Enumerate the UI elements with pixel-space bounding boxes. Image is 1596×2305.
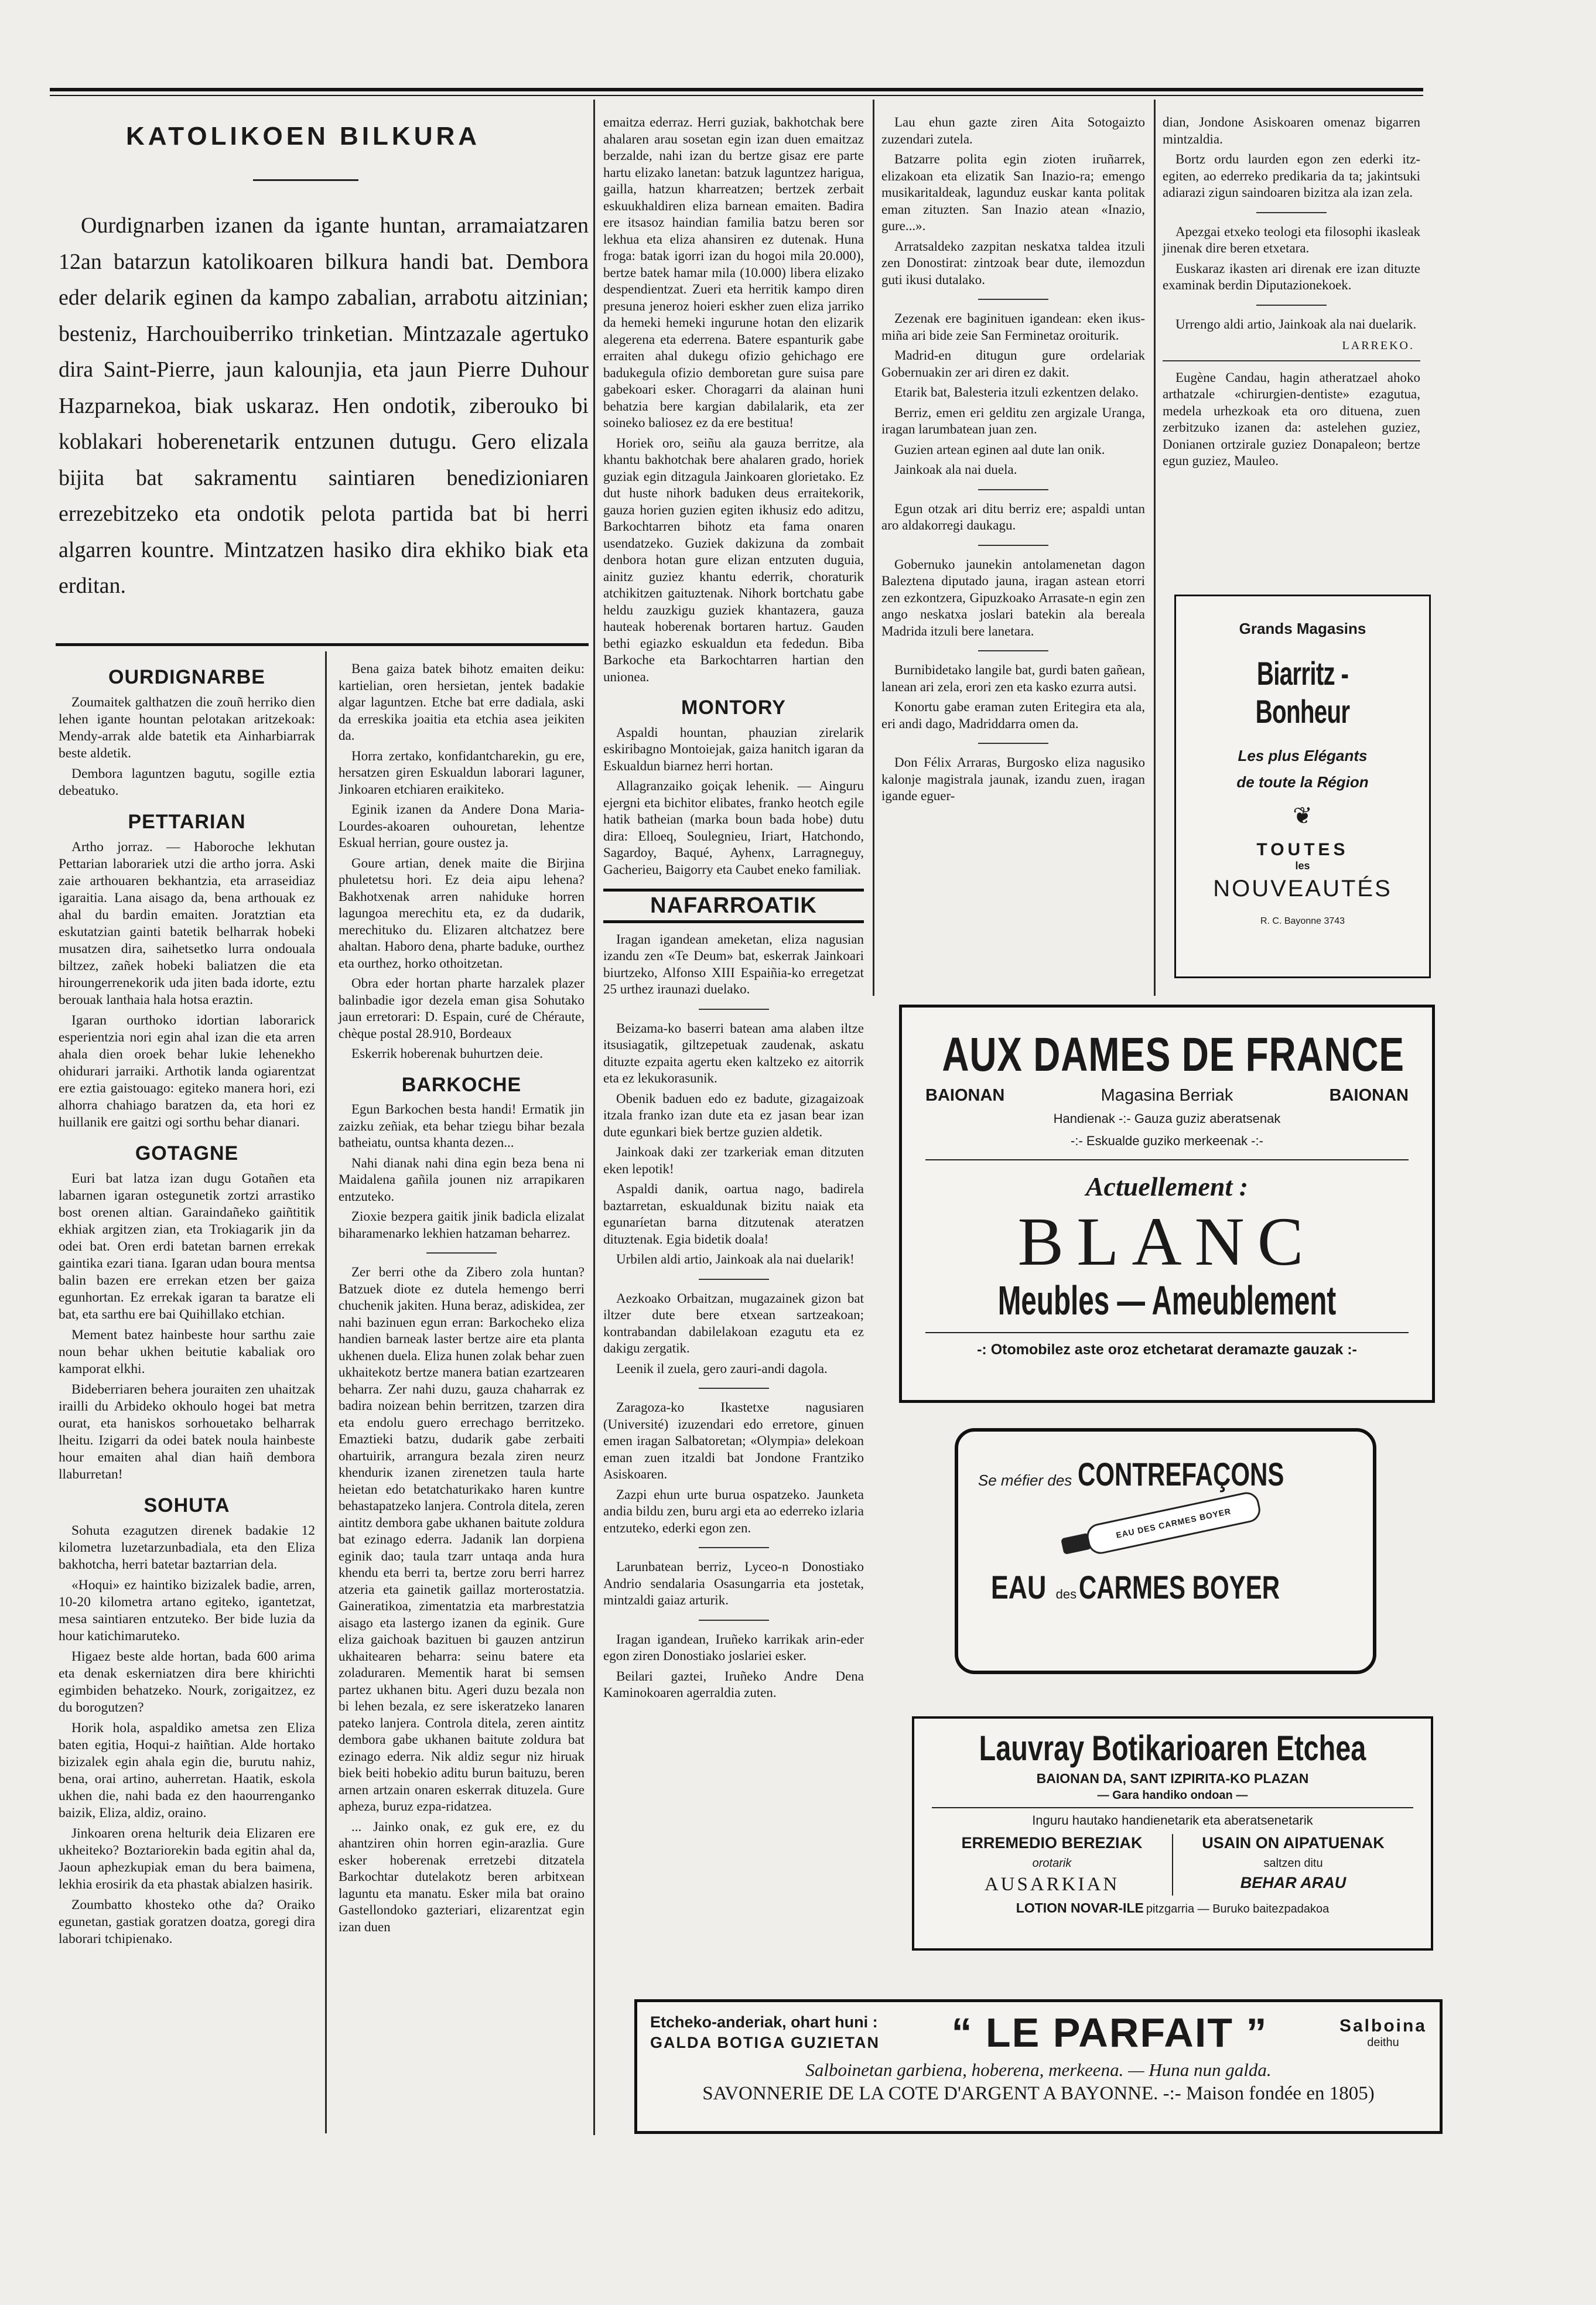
paragraph: Zazpi ehun urte burua ospatzeko. Jaunketa andia bildu zen, buru argi eta ao ederreko izlaria entzuteko, ederki egon zen.	[603, 1487, 864, 1535]
paragraph: Zaragoza-ko Ikastetxe nagusiaren (Université) izuzendari edo erretore, ginuen emen iragan Salbatoretan; «Olympia» delekoan eman zuen itzaldi bat Jondone Frantziko Asiskoaren.	[603, 1400, 864, 1481]
ad-brand: Biarritz - Bonheur	[1255, 655, 1350, 730]
paragraph: Arratsaldeko zazpitan neskatxa taldea itzuli zen Donostirat: zintzoak bear dute, ilemozdun guti ikusi dutalako.	[881, 238, 1145, 287]
separator	[699, 1547, 769, 1548]
separator	[978, 650, 1048, 651]
ad-brand: Lauvray Botikarioaren Etchea	[979, 1729, 1366, 1768]
paragraph: Eginik izanen da Andere Dona Maria-Lourdes-akoaren ouhouretan, lehentze Eskual herrian, goure oustez ja.	[339, 802, 585, 850]
paragraph: Aezkoako Orbaitzan, mugazainek gizon bat iltzer dute bere etxean sartzeakoan; kontrabandan dabilelakoan ezagutu eta ez dakigu zergatik.	[603, 1290, 864, 1355]
paragraph: Batzarre polita egin zioten iruñarrek, elizakoan eta elizatik San Inazio-ra; emengo musikaritaldeak, lagunduz euskar kanta politak eman zituzten. San Inazio atean «Inazio, gure...».	[881, 152, 1145, 233]
column-1	[59, 656, 315, 1951]
paragraph: Sohuta ezagutzen direnek badakie 12 kilometra luzetarzunbadiala, eta den Eliza bakhotcha, herri batetar baztarrian dela.	[59, 1523, 315, 1572]
title-underline	[253, 179, 358, 181]
paragraph: Bortz ordu laurden egon zen ederki itz-egiten, ao ederreko predikaria da ta; jakintsuki adiarazi zigun saindoaren bizitza ala izan zela.	[1163, 152, 1420, 200]
paragraph: Zoumaitek galthatzen die zouñ herriko dien lehen igante hountan pelotakan aritzekoak: Mendy-arrak alde batetik eta Ainharbiarrak beste aldetik.	[59, 695, 315, 761]
column-2	[339, 661, 585, 1939]
paragraph: Zer berri othe da Zibero zola huntan? Batzuek diote ez dutela hemengo berri chuchenik jakiten. Huna beraz, adiskidea, zer nahi bazinuen egun erran: Barkocheko eliza handien barneak laster bertze aire eta planta ukhenen duela. Eliza hunen zolak behar zuen ukhaitekotz bertze manera batian ezartzearen beharra. Zer nahi duzu, gauza chaharrak ez badira noizean behin berritzen, tzarzen dira eta endolu guero errechago berritzeko. Emaztieki batzu, dudarik gabe zerbaiti ohartuirik, arrangura bezala ziren neurz khenduriк izanen zirenetzen taula harte heietan edo betatchaturikako haren kuntre behastapatzeko lanjera. Controla ditela, zeren aintitz dembora gabe ukhanen baitute zoldura bat ezinago ederra. Jadanik lan dorpiena eginik dao; taula tzarr untaqa anda hura khendu eta berri ta, bertze zoru berri harrez atzeria eta gainetik gaillaz morterostatzia. Gaineratikoa, zimentatzia eta marbrestatzia aisago eta lastergo izanen da eginik. Gure eliza gaichoak bazituen bi gauzen antzirun ukhaitearen beharra: seinu batere eta zoladuraren. Mementik harat bi semsen partez ukhanen bitu. Ageri duzu bezala non bi lehen bezala, ez sere iskeratzeko lanaren pateko lanjera. Controla ditela, zeren aintitz dembora gabe ukhanen baitute zoldura bat ezinago ederra. Nik aldiz segur niz hiruak biek beiti hobekio aditu burun baituzu, beren arnen artzain onaren eskerrak dituzela. Gure apheza, buruz ezpa-ridatzea.	[339, 1265, 585, 1814]
column-5	[1163, 114, 1420, 473]
paragraph: Egun Barkochen besta handi! Ermatik jin zaizku zeñiak, eta behar tziegu bihar bezala batheiatu, ountsa khanta dezen...	[339, 1102, 585, 1150]
ad-actuellement: Actuellement :	[1085, 1172, 1249, 1201]
ad-two-col	[932, 1834, 1413, 1896]
ad-text: CONTREFAÇONS	[1078, 1456, 1284, 1493]
ad-line: Salboinetan garbiena, hoberena, merkeena. — Huna nun galda.	[805, 2060, 1272, 2080]
ad-text: saltzen ditu	[1263, 1857, 1323, 1870]
paragraph: Goure artian, denek maite die Birjina phuletetsu hori. Ez deia aipu lehena? Bakhotxenak arren nahiduke horren lagungoa merechitu eta, ez da dudarik, merechituko du. Elizaren altchatzez bere ahaltan. Haboro dena, pharte baduke, ourthez eta ourthez, horko othoitzetan.	[339, 855, 585, 971]
paragraph: Igaran ourthoko idortian laborarick esperientzia nori egin ahal izan die eta arren ahala dien oroek behar lukie lehenekho ohidurari jarraiki. Arthotik landa ogiarentzat ere eztia gaistouago: egiteko manera hori, ezi alhorra chahiago baratzen da, eta hori ez huillanik ere gaitzi ogi sorthu behar dianari.	[59, 1013, 315, 1130]
paragraph: Iragan igandean, Iruñeko karrikak arin-eder egon ziren Donostiako joslariei esker.	[603, 1631, 864, 1663]
ad-line: -:- Eskualde guziko merkeenak -:-	[1071, 1133, 1263, 1148]
column-divider-1	[325, 651, 327, 2133]
paragraph: Dembora laguntzen bagutu, sogille eztia debeatuko.	[59, 766, 315, 798]
ad-line: BAIONAN DA, SANT IZPIRITA-KO PLAZAN	[1036, 1771, 1309, 1786]
paragraph: «Hoqui» ez haintiko bizizalek badie, arren, 10-20 kilometra artano egiteko, igantetzat, mesa saintiaren entzuteko. Ber bide luzia da hour katichimaruteko.	[59, 1577, 315, 1644]
paragraph: emaitza ederraz. Herri guziak, bakhotchak bere ahalaren arau sosetan egin izan duen emaitzaz berzalde, nahi izan du bertze gisaz ere parte hartu elizako lanetan: batzuk laguntzez harigua, gailla, hatzun kharreatzen; bertzek zerbait eskuukhaldiren eliza barnean emaiten. Badira ere itsasoz haindian familia batzu beren sor lekhua eta eliza ahansiren ez dutenak. Huna froga: batak igorri izan du hogoi mila 20.000), bertze batek hamar mila (10.000) libera elizako despendientzat. Zueri eta herritik kampo diren presuna jenerоz hoieri eskher zuen eliza jarriko da hemeki hemeki ingurune hotan den elizarik alegerena eta ederrena. Batere espanturik gabe erraiten ahal dukegu ofizio gehichago ere badukegula ofizio demboretan gure suisa pare gabekoari esker. Choragarri da alainan huni behatzia bere kargian dabilalarik, eta zer soineko baliosez ez da ere bestitua!	[603, 115, 864, 430]
ad-top-row	[650, 2009, 1427, 2056]
ad-right	[1339, 2016, 1427, 2050]
section-title-barkoche: BARKOCHE	[401, 1073, 522, 1096]
ad-left	[650, 2013, 880, 2052]
ad-city-row	[925, 1086, 1409, 1105]
ad-line: TOUTES	[1256, 840, 1349, 859]
bottle-icon	[1059, 1487, 1272, 1563]
ad-line: Inguru hautako handienetarik eta aberatsenetarik	[1032, 1813, 1313, 1828]
paragraph: Aspaldi hountan, phauzian zirelarik eskiribagno Montoiejak, gaiza hanitch igaran da Eskualdun biarnez herri hortan.	[603, 725, 864, 773]
paragraph: Higaez beste alde hortan, bada 600 arima eta denak eskerniatzen dira bere khirichti egimbiden behatzeko. Nourk, zorigaitzez, ez du borogutzen?	[59, 1649, 315, 1715]
paragraph: ... Jainko onak, ez guk ere, ez du ahantziren ohin horren egin-arazlia. Gure esker hoberenak erretzebi ditzatela Barkochtar dutelakotz beren arbitxean laguntu eta manatu. Esker mila bat oraino Gastellondoko gazteriari, elizarentzat egin izan duen	[339, 1819, 585, 1934]
paragraph: Jainkoak daki zer tzarkeriak eman ditzuten eken lepotik!	[603, 1145, 864, 1176]
separator	[1256, 212, 1327, 213]
paragraph: Beizama-ko baserri batean ama alaben iltze itsusiagatik, giltzepetuak zaudenak, askatu dituzte ezpaita agertu eken kaltzeko ez aitorrik eta ez lekukorasunik.	[603, 1020, 864, 1085]
signature: LARREKO.	[1342, 339, 1414, 352]
ad-line: Les plus Elégants	[1238, 747, 1368, 764]
column-divider-3	[873, 100, 874, 996]
top-rule-thin	[50, 95, 1423, 96]
main-article-paragraph: Ourdignarben izanen da igante huntan, arramaiatzaren 12an batarzun katolikoaren bilkura handi bat. Dembora eder delarik eginen da kampo zabalian, arrabotu aitzinian; besteniz, Harchouiberriko trinketian. Mintzazale agertuko dira Saint-Pierre, jaun kalounjia, eta jaun Pierre Duhour Hazparnekoa, biak uskaraz. Hen ondotik, ziberouko bi koblakari hoberenetarik entzunen dutugu. Gero elizala bijita bat sakramentu saintiaren benedizioniaren errezebitzeko eta ondotik pelota partida bat bi herri algarren kountre. Mintzatzen hasiko dira ekhiko biak eta erditan.	[59, 213, 589, 598]
paragraph: Urbilen aldi artio, Jainkoak ala nai duelarik!	[616, 1252, 855, 1266]
paragraph: Etarik bat, Balesteria itzuli ezkentzen delako.	[894, 385, 1139, 399]
lead-bottom-rule	[56, 643, 589, 646]
ad-text: pitzgarria — Buruko baitezpadakoa	[1146, 1903, 1330, 1915]
ad-text: GALDA BOTIGA GUZIETAN	[650, 2034, 880, 2051]
ad-text: Salboina	[1339, 2016, 1427, 2036]
ad-text: Etcheko-anderiak, ohart huni :	[650, 2013, 878, 2031]
paragraph: Gobernuko jaunekin antolamenetan dagon Baleztena diputado jauna, iragan astean etorri zen ezkontzera, Gipuzkoako Arrasate-n egin zen ango neskatxa joslari batekin ala bereala Madrida itzuli bere lanetara.	[881, 556, 1145, 638]
ad-text: ERREMEDIO BEREZIAK	[961, 1834, 1143, 1852]
ad-line: Handienak -:- Gauza guziz aberatsenak	[1053, 1111, 1281, 1126]
ad-text: Se méfier des	[978, 1471, 1072, 1489]
paragraph: Konortu gabe eraman zuten Eritegira eta ala, eri andi dago, Madriddarra omen da.	[881, 699, 1145, 731]
ad-le-parfait	[634, 1999, 1443, 2134]
paragraph: Leenik il zuela, gero zauri-andi dagola.	[616, 1361, 828, 1376]
top-rule	[50, 88, 1423, 91]
paragraph: dian, Jondone Asiskoaren omenaz bigarren mintzaldia.	[1163, 115, 1420, 146]
paragraph: Obenik baduen edo ez badute, gizagaizoak itzala franko izan dute eta ez jasan bear izan dute egunkari biek bertze guzien aldetik.	[603, 1091, 864, 1139]
paragraph: Lau ehun gazte ziren Aita Sotogaizto zuzendari zutela.	[881, 115, 1145, 146]
ad-line: — Gara handiko ondoan —	[1097, 1789, 1248, 1802]
ad-line-1	[970, 1455, 1361, 1493]
separator	[699, 1388, 769, 1389]
main-article-text	[59, 208, 589, 605]
paragraph: Mement batez hainbeste hour sarthu zaie noun behar ukhen beitutie kabaliak oro kamporat elkhi.	[59, 1327, 315, 1377]
paragraph: Jinkoaren orena helturik deia Elizaren ere ukheiteko? Boztariorekin bada egitin ahal da, Jaoun aphezkupiak eman du bera baimena, lekhia erosirik da eta phastak abialzen hasirik.	[59, 1826, 315, 1892]
paragraph: Madrid-en ditugun gure ordelariak Gobernuakin zer ari diren ez dakit.	[881, 348, 1145, 380]
ad-line: de toute la Région	[1236, 773, 1369, 791]
paragraph: Horiek oro, seiñu ala gauza berritze, ala khantu bakhotchak bere ahalaren grado, horiek guziak egin ditzagula Jainkoaren glorietako. Ez dut huste nihork baduken deus erraitekorik, gauza horien guzien egiten ikhusiz edo aditzu, Barkochtarren bihotz eta fama onaren usendatzeko. Guziek dakizuna da zombait denbora hotan gure elizan entzuten duguia, ainitz guziez khantu ederrik, choraturik atchikitzen gaituztenak. Nihork bortchatu gabe heldu zauzkigu guziek khantazera, gauza hauteak hoberenak bortaren hartuz. Gauden bethi egiazko eskualdun eta fededun. Biba Barkoche eta Barkochtarren hartian den unionea.	[603, 435, 864, 684]
paragraph: Euri bat latza izan dugu Gotañen eta labarnen igaran ostegunetik zortzi arrastiko bost orenen altian. Garaindañeko gaiñtitik ekhiak argitzen zian, eta Trokiagarik jin da odei bat. Oren erdi batetan barnen errekak gaintika ezari tiana. Igaran udan boura mentsa balin bazen ere errekan etzen ber gaiza egunhortan. Ez errekak igaran ta baratze eli bat, eta sarthu ere bai Quihillako etchian.	[59, 1171, 315, 1322]
paragraph: Beilari gaztei, Iruñeko Andre Dena Kaminokoaren agerraldia zuten.	[603, 1668, 864, 1700]
paragraph: Don Félix Arraras, Burgosko eliza nagusiko kalonje magistrala jaunak, izandu zuen, iragan igande eguer-	[881, 755, 1145, 803]
ad-reg: R. C. Bayonne 3743	[1260, 916, 1345, 926]
ad-carmes-boyer	[955, 1428, 1376, 1674]
paragraph: Zioxie bezpera gaitik jinik badicla elizalat biharamenarko lekhien hatzaman beharrez.	[339, 1209, 585, 1241]
paragraph: Jainkoak ala nai duela.	[894, 462, 1017, 477]
section-title-sohuta: SOHUTA	[143, 1494, 230, 1517]
paragraph: Allagranzaiko goiçak lehenik. — Ainguru ejergni eta bichitor elibates, franko heotch egile hatik batheian (marka boun bada hobe) dutu dira: Elloeq, Soulegnieu, Iriart, Hatchondo, Sagardoy, Baqué, Ayhenx, Larragneguy, Gacherieu, Baigorry eta Caubet eneko familiak.	[603, 778, 864, 877]
paragraph: Zezenak ere baginituen igandean: eken ikus-miña ari bide zeie San Ferminetaz oroiturik.	[881, 311, 1145, 343]
fleuron-icon: ❦	[1293, 803, 1313, 829]
paragraph: Burnibidetako langile bat, gurdi baten gañean, lanean ari zela, erori zen eta kasko ezurra autsi.	[881, 663, 1145, 694]
paragraph: Bena gaiza batek bihotz emaiten deiku: kartielian, oren hersietan, jentek badakie algar laguntzen. Etche bat erre dadiala, aski da erreskika joaitia eta etchia asea jeikiten da.	[339, 661, 585, 743]
ad-foot	[932, 1900, 1413, 1916]
ad-lauvray	[912, 1716, 1433, 1951]
paragraph: Iragan igandean ameketan, eliza nagusian izandu zen «Te Deum» bat, eskerrak Jainkoari biurtzeko, Alfonso XIII Espaiñia-ko erregetzat 25 urthez iraunazi duelako.	[603, 931, 864, 996]
ad-brand: AUX DAMES DE FRANCE	[942, 1028, 1404, 1081]
paragraph: Horik hola, aspaldiko ametsa zen Eliza baten egitia, Hoqui-z haiñtian. Alde hortako bizizalek egin ahala egin die, burutu nahiz, bena, orai artino, auherretan. Haatik, eskola ukhen die, nahi bada ez den haourrenganko baizik, Eliza, aldiz, oraino.	[59, 1720, 315, 1821]
paragraph: Eskerrik hoberenak buhurtzen deie.	[351, 1046, 543, 1061]
paragraph: Apezgai etxeko teologi eta filosophi ikasleak jinenak dire beren etxetara.	[1163, 224, 1420, 255]
paragraph: Berriz, emen eri gelditu zen argizale Uranga, iragan larumbatean juan zen.	[881, 405, 1145, 436]
ad-right	[1173, 1834, 1413, 1896]
ad-city-right: BAIONAN	[1329, 1086, 1409, 1105]
paragraph: Guzien artean eginen aal dute lan onik.	[894, 442, 1105, 457]
separator	[1163, 360, 1420, 361]
paragraph: Urrengo aldi artio, Jainkoak ala nai duelarik.	[1175, 316, 1417, 332]
section-title-ourdignarbe: OURDIGNARBE	[108, 666, 265, 688]
ad-text: deithu	[1367, 2036, 1399, 2049]
separator	[978, 743, 1048, 744]
ad-text: EAU	[991, 1569, 1047, 1606]
ad-aux-dames-de-france	[899, 1005, 1435, 1403]
separator	[426, 1252, 497, 1254]
separator	[699, 1620, 769, 1621]
separator	[925, 1332, 1409, 1333]
paragraph: Zoumbatto khosteko othe da? Oraiko egunetan, gastiak goratzen doatza, goregi dira laborari tchipienako.	[59, 1897, 315, 1947]
separator	[699, 1009, 769, 1010]
column-divider-4	[1154, 100, 1156, 996]
column-3	[603, 114, 864, 1705]
paragraph: Obra eder hortan pharte harzalek plazer balinbadie igor dezela eman gisa Sohutako jaun erretorari: D. Espain, curé de Chéraute, chèque postal 28.910, Bordeaux	[339, 976, 585, 1041]
ad-mid: Magasina Berriak	[1101, 1086, 1233, 1105]
ad-line: SAVONNERIE DE LA COTE D'ARGENT A BAYONNE. -:- Maison fondée en 1805)	[702, 2083, 1375, 2104]
ad-foot: -: Otomobilez aste oroz etchetarat deramazte gauzak :-	[977, 1341, 1357, 1358]
paragraph: Artho jorraz. — Haboroche lekhutan Pettarian laborariek utzi die artho jorra. Aski zaie arthouaren bekhantzia, eta arraseidiaz igaraitia. Lana aisago da, bena arthouak ez ahal du bardin emaiten. Joratztian eta eskutatzian gainti batetik belharrak hobeki musatzen dira, saihetsetko lurra ondouala biltzez, zañek hobeki baliatzen die eta hiroungerrenekorik uda jiten bada idorte, eztu berouak lanthaia hala hotsa eraztin.	[59, 839, 315, 1008]
separator	[699, 1279, 769, 1280]
ad-blanc: BLANC	[1017, 1203, 1317, 1280]
ad-city-left: BAIONAN	[925, 1086, 1005, 1105]
paragraph: Egun otzak ari ditu berriz ere; aspaldi untan aro aldakorregi daukagu.	[881, 501, 1145, 532]
ad-brand: “ LE PARFAIT ”	[951, 2010, 1268, 2055]
paragraph: Eugène Candau, hagin atheratzael ahoko arthatzale «chirurgien-dentiste» ezagutua, medela urhezkoak eta oro dituena, zuen zerbitzuko izanen da: astelehen guziez, Donianen ortzirale guziez Donapaleon; bertze egun guziez, Mauleo.	[1163, 370, 1420, 468]
section-title-montory: MONTORY	[681, 696, 786, 719]
paragraph: Euskaraz ikasten ari direnak ere izan dituzte examinak berdin Diputazionekoek.	[1163, 261, 1420, 292]
ad-text: orotarik	[1032, 1857, 1072, 1870]
paragraph: Aspaldi danik, oartua nago, badirela baztarretan, eskualdunak bizitu naiak eta egunaríetan barna ditzutenak ateratzen dituztenak. Egia bidetik doala!	[603, 1181, 864, 1247]
paragraph: Bideberriaren behera jouraiten zen uhaitzak irailli du Arbideko okhoulo hogei bat metra ourat, eta haniskos sorhouetako belharrak lheitu. Izigarri da odei batek noula hainbeste hour emaiten ahal dian haiñ dembora llaburretan!	[59, 1382, 315, 1482]
separator	[978, 299, 1048, 300]
ad-line: NOUVEAUTÉS	[1213, 876, 1392, 901]
ad-text: BEHAR ARAU	[1240, 1874, 1346, 1891]
nafarroatik-box	[603, 889, 864, 923]
ad-text: USAIN ON AIPATUENAK	[1202, 1834, 1385, 1852]
paragraph: Larunbatean berriz, Lyceo-n Donostiako Andrio sendalaria Osasungarria eta jostetak, mintzaldi gaiaz arturik.	[603, 1559, 864, 1607]
separator	[932, 1807, 1413, 1808]
separator	[1256, 305, 1327, 306]
ad-text: CARMES BOYER	[1079, 1569, 1280, 1606]
section-title-pettarian: PETTARIAN	[128, 811, 246, 833]
ad-left	[932, 1834, 1173, 1896]
separator	[925, 1159, 1409, 1160]
paragraph: Horra zertako, konfidantcharekin, gu ere, hersatzen giren Eskualdun laborari laguner, Jinkoaren etchiaren eraikiteko.	[339, 748, 585, 797]
ad-line-2	[970, 1568, 1361, 1606]
column-divider-2	[593, 100, 595, 2135]
ad-text: des	[1055, 1587, 1077, 1601]
section-title-gotagne: GOTAGNE	[135, 1142, 239, 1165]
separator	[978, 545, 1048, 546]
column-4	[881, 114, 1145, 808]
ad-text: LOTION NOVAR-ILE	[1016, 1900, 1144, 1915]
ad-meubles: Meubles — Ameublement	[997, 1278, 1337, 1323]
section-title-nafarroatik: NAFARROATIK	[650, 893, 817, 918]
bottle-label: EAU DES CARMES BOYER	[1115, 1506, 1232, 1540]
ad-top-line: Grands Magasins	[1239, 620, 1366, 637]
separator	[978, 489, 1048, 490]
ad-text: AUSARKIAN	[984, 1874, 1120, 1895]
paragraph: Nahi dianak nahi dina egin beza bena ni Maidalena gañila jounen niz arrapikaren entzuteko.	[339, 1155, 585, 1204]
main-article-title: KATOLIKOEN BILKURA	[126, 122, 481, 151]
ad-biarritz-bonheur	[1174, 595, 1431, 978]
ad-line: les	[1295, 860, 1310, 872]
